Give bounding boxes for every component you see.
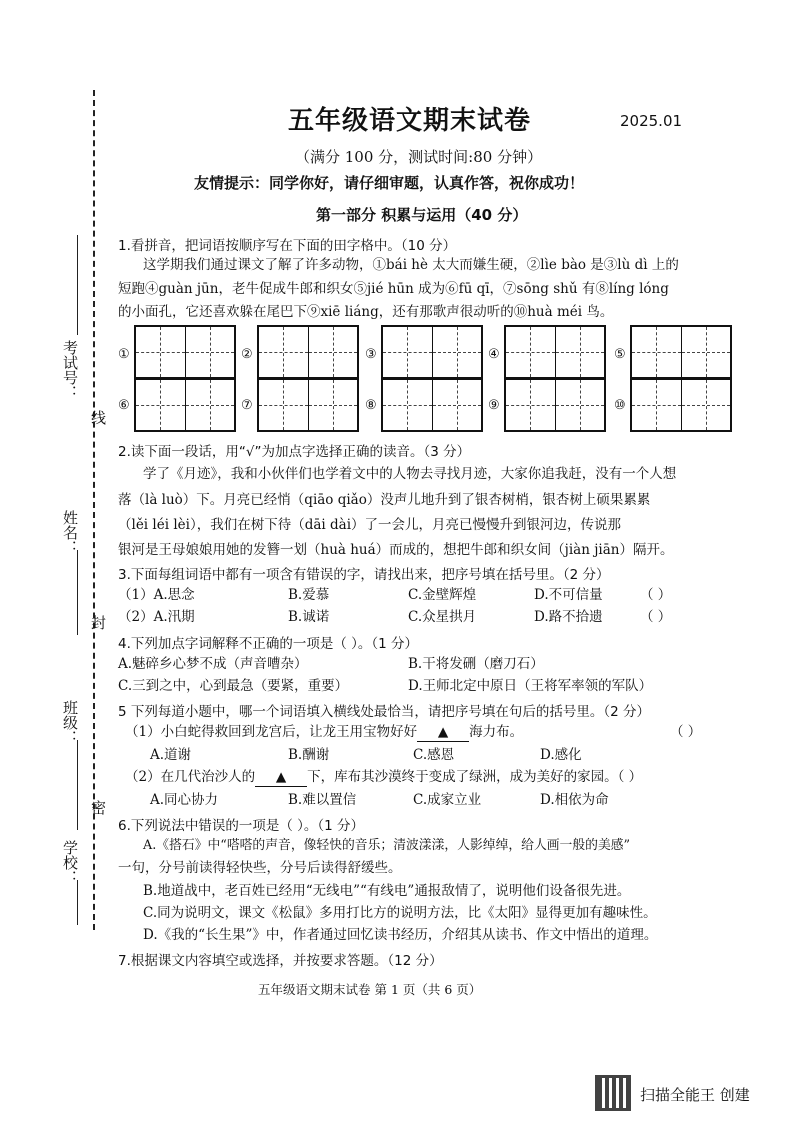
q5-s2-text-b: 下，库布其沙漠终于变成了绿洲，成为美好的家园。（ ） [307,769,643,785]
page-title: 五年级语文期末试卷 [288,106,532,136]
q1-title: 1.看拼音，把词语按顺序写在下面的田字格中。（10 分） [118,238,457,254]
q2-line3: （lěi léi lèi），我们在树下待（dāi dài）了一会儿，月亮已慢慢升到银河边，传说那 [118,517,622,533]
q5-o1-d: D.感化 [540,747,582,763]
q4-title: 4.下列加点字词解释不正确的一项是（ ）。（1 分） [118,636,419,652]
tian-grid-9[interactable] [504,378,606,432]
tian-grid-5[interactable] [630,325,732,379]
name-label: 姓名： [61,510,79,555]
q5-s1-answer[interactable]: （ ） [670,724,702,740]
q5-o2-d: D.相依为命 [540,792,609,808]
q4-option-b: B.干将发硎（磨刀石） [408,656,544,672]
q3-r1-b: B.爱慕 [288,587,330,603]
q6-option-a-line2: 一句，分号前读得轻快些，分号后读得舒缓些。 [118,860,402,876]
tian-grid-6[interactable] [134,378,236,432]
grid-label-7: ⑦ [241,398,253,413]
grid-label-9: ⑨ [488,398,500,413]
section-heading: 第一部分 积累与运用（40 分） [316,206,528,224]
page-footer: 五年级语文期末试卷 第 1 页（共 6 页） [258,982,482,997]
q5-o1-a: A.道谢 [150,747,192,763]
q2-line2: 落（là luò）下。月亮已经悄（qiāo qiǎo）没声儿地升到了银杏树梢，银杏树上硕果累累 [118,492,651,508]
q5-title: 5 下列每道小题中，哪一个词语填入横线处最恰当，请把序号填在句后的括号里。（2 分） [118,704,651,720]
grid-label-8: ⑧ [365,398,377,413]
q5-s1-text-b: 海力布。 [469,724,524,740]
seal-char: 封 [89,615,107,630]
tian-grid-8[interactable] [381,378,483,432]
q6-option-b: B.地道战中，老百姓已经用“无线电”“有线电”通报敌情了，说明他们设备很先进。 [143,883,631,899]
exam-date: 2025.01 [620,112,683,130]
q3-r2-b: B.诚诺 [288,609,330,625]
q3-r1-d: D.不可信量 [534,587,603,603]
q7-title: 7.根据课文内容填空或选择，并按要求答题。（12 分） [118,953,443,969]
tian-grid-2[interactable] [257,325,359,379]
tian-grid-1[interactable] [134,325,236,379]
qr-code-icon [595,1075,631,1111]
q5-o2-b: B.难以置信 [288,792,357,808]
q5-s2-blank[interactable]: ▲ [255,768,307,787]
q6-title: 6.下列说法中错误的一项是（ ）。（1 分） [118,818,365,834]
grid-label-3: ③ [365,347,377,362]
q3-r2-c: C.众星拱月 [408,609,477,625]
q5-s2-text-a: （2）在几代治沙人的 [125,769,256,785]
q1-line1: 这学期我们通过课文了解了许多动物，①bái hè 太大而嫌生硬，②lìe bào 是③lù dì 上的 [143,257,679,273]
q3-title: 3.下面每组词语中都有一项含有错误的字，请找出来，把序号填在括号里。（2 分） [118,567,610,583]
tian-grid-10[interactable] [630,378,732,432]
friendly-tip: 友情提示：同学你好，请仔细审题，认真作答，祝你成功！ [194,174,585,192]
grid-label-4: ④ [488,347,500,362]
tian-grid-4[interactable] [504,325,606,379]
q3-r1-answer[interactable]: （ ） [640,587,672,603]
q4-option-a: A.魅碎乡心梦不成（声音嘈杂） [118,656,308,672]
tian-grid-7[interactable] [257,378,359,432]
q3-r2-answer[interactable]: （ ） [640,609,672,625]
q5-o1-b: B.酬谢 [288,747,330,763]
exam-no-label: 考试号： [61,340,79,400]
q5-s2 [125,768,642,787]
grid-label-10: ⑩ [614,398,626,413]
q3-r1-a: （1）A.思念 [118,587,195,603]
grid-label-6: ⑥ [118,398,130,413]
q6-option-c: C.同为说明文，课文《松鼠》多用打比方的说明方法，比《太阳》显得更加有趣味性。 [143,905,657,921]
exam-meta: （满分 100 分，测试时间:80 分钟） [295,148,543,166]
q5-o1-c: C.感恩 [413,747,455,763]
grid-label-1: ① [118,347,130,362]
q2-line4: 银河是王母娘娘用她的发簪一划（huà huá）而成的，想把牛郎和织女间（jiàn jiān）隔开。 [118,542,674,558]
grid-label-2: ② [241,347,253,362]
q4-option-d: D.王师北定中原日（王将军率领的军队） [408,678,653,694]
q3-r1-c: C.金壁辉煌 [408,587,477,603]
scanner-brand: 扫描全能王 创建 [640,1086,750,1104]
secret-char: 密 [89,800,107,815]
exam-no-blank [77,235,78,335]
q3-r2-a: （2）A.汛期 [118,609,195,625]
q6-option-d: D.《我的“长生果”》中，作者通过回忆读书经历，介绍其从读书、作文中悟出的道理。 [143,927,658,943]
q1-line3: 的小面孔，它还喜欢躲在尾巴下⑨xiē liáng，还有那歌声很动听的⑩huà méi 鸟。 [118,304,614,320]
q1-line2: 短跑④guàn jūn，老牛促成牛郎和织女⑤jié hūn 成为⑥fū qī，⑦sōng shǔ 有⑧líng lóng [118,281,669,297]
q5-o2-a: A.同心协力 [150,792,219,808]
q2-title: 2.读下面一段话，用“√”为加点字选择正确的读音。（3 分） [118,444,471,460]
class-label: 班级： [61,700,79,745]
q5-s1 [125,723,523,742]
tian-grid-3[interactable] [381,325,483,379]
q2-line1: 学了《月迹》，我和小伙伴们也学着文中的人物去寻找月迹，大家你追我赶，没有一个人想 [143,466,677,482]
q4-option-c: C.三到之中，心到最急（要紧，重要） [118,678,349,694]
class-blank [77,740,78,830]
line-char: 线 [89,410,107,425]
q5-s1-text-a: （1）小白蛇得救回到龙宫后，让龙王用宝物好好 [125,724,418,740]
q5-o2-c: C.成家立业 [413,792,482,808]
school-blank [77,880,78,925]
q6-option-a-line1: A.《搭石》中“嗒嗒的声音，像轻快的音乐；清波漾漾，人影绰绰，给人画一般的美感” [143,838,631,853]
q5-s1-blank[interactable]: ▲ [417,723,469,742]
q3-r2-d: D.路不拾遗 [534,609,603,625]
name-blank [77,550,78,635]
grid-label-5: ⑤ [614,347,626,362]
school-label: 学校： [61,840,79,885]
